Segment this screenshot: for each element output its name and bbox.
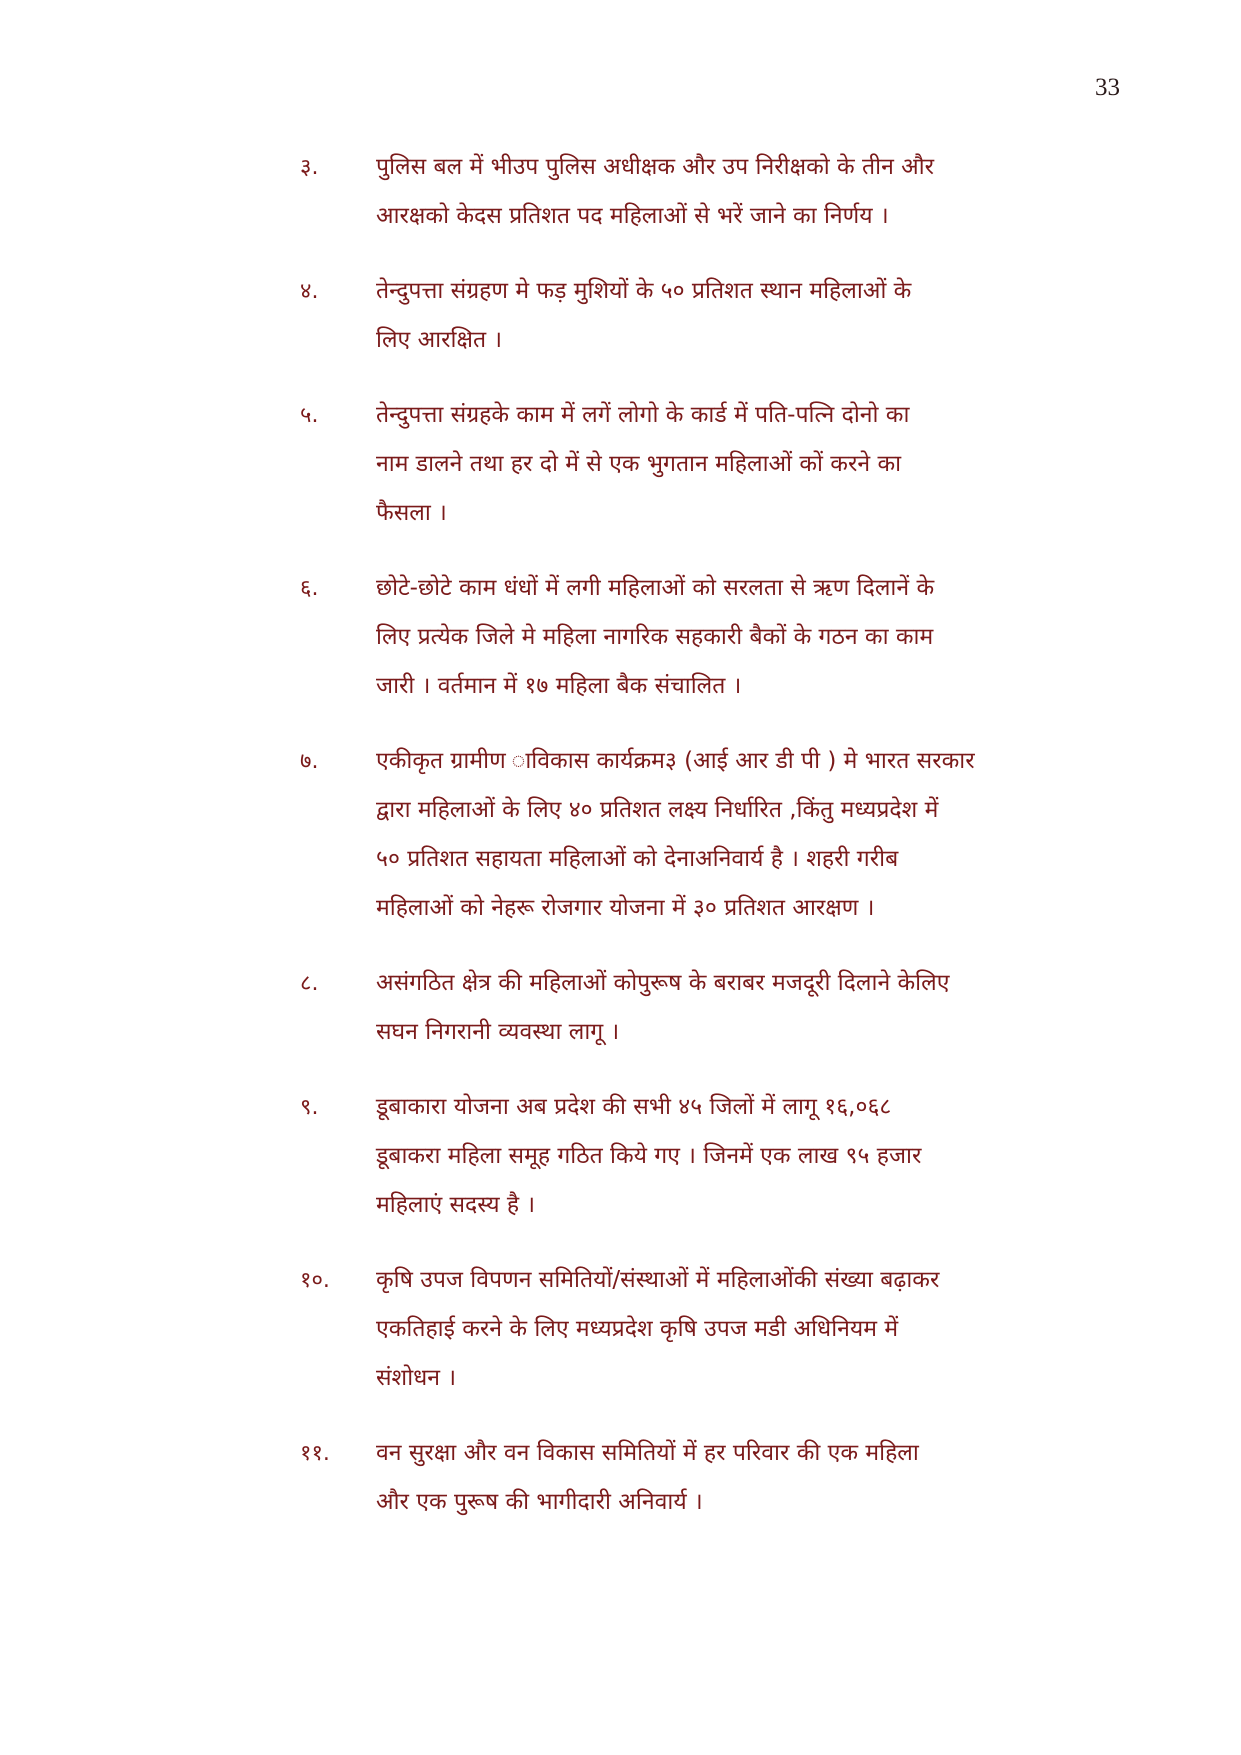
item-number: ११. [300,1441,330,1466]
list-item [290,143,1070,241]
page-number: 33 [1095,74,1120,101]
item-number: ६. [300,576,319,601]
item-text: एकीकृत ग्रामीण ाविकास कार्यक्रम३ (आई आर डी पी ) मे भारत सरकार द्वारा महिलाओं के लिए ४० प्रतिशत लक्ष्य निर्धारित ,किंतु मध्यप्रदेश में ५० प्रतिशत सहायता महिलाओं को देनाअनिवार्य है । शहरी गरीब महिलाओं को नेहरू रोजगार योजना में ३० प्रतिशत आरक्षण । [376,748,975,921]
item-text: तेन्दुपत्ता संग्रहके काम में लगें लोगो के कार्ड में पति-पत्नि दोनो का नाम डालने तथा हर दो में से एक भुगतान महिलाओं कों करने का फैसला । [376,402,910,526]
list-item [290,1256,1070,1403]
item-text: छोटे-छोटे काम धंधों में लगी महिलाओं को सरलता से ऋण दिलानें के लिए प्रत्येक जिले मे महिला नागरिक सहकारी बैकों के गठन का काम जारी । वर्तमान में १७ महिला बैक संचालित । [376,575,935,699]
item-text: पुलिस बल में भीउप पुलिस अधीक्षक और उप निरीक्षको के तीन और आरक्षको केदस प्रतिशत पद महिलाओं से भरें जाने का निर्णय । [376,154,935,229]
item-text: असंगठित क्षेत्र की महिलाओं कोपुरूष के बराबर मजदूरी दिलाने केलिए सघन निगरानी व्यवस्था लागू । [376,970,950,1045]
numbered-list [290,143,1070,1553]
item-number: ८. [300,971,319,996]
item-number: ९. [300,1095,319,1120]
item-text: तेन्दुपत्ता संग्रहण मे फड़ मुशियों के ५० प्रतिशत स्थान महिलाओं के लिए आरक्षित । [376,278,912,353]
item-number: ३. [300,155,319,180]
list-item [290,1083,1070,1230]
item-number: ५. [300,403,319,428]
list-item [290,1429,1070,1527]
list-item [290,267,1070,365]
item-number: ४. [300,279,319,304]
list-item [290,959,1070,1057]
item-number: १०. [300,1268,330,1293]
list-item [290,564,1070,711]
list-item [290,737,1070,933]
list-item [290,391,1070,538]
item-number: ७. [300,749,319,774]
item-text: वन सुरक्षा और वन विकास समितियों में हर परिवार की एक महिला और एक पुरूष की भागीदारी अनिवार्य । [376,1440,919,1515]
item-text: कृषि उपज विपणन समितियों/संस्थाओं में महिलाओंकी संख्या बढ़ाकर एकतिहाई करने के लिए मध्यप्रदेश कृषि उपज मडी अधिनियम में संशोधन । [376,1267,940,1391]
item-text: डूबाकारा योजना अब प्रदेश की सभी ४५ जिलों में लागू १६,०६८ डूबाकरा महिला समूह गठित किये गए । जिनमें एक लाख ९५ हजार महिलाएं सदस्य है । [376,1094,922,1218]
